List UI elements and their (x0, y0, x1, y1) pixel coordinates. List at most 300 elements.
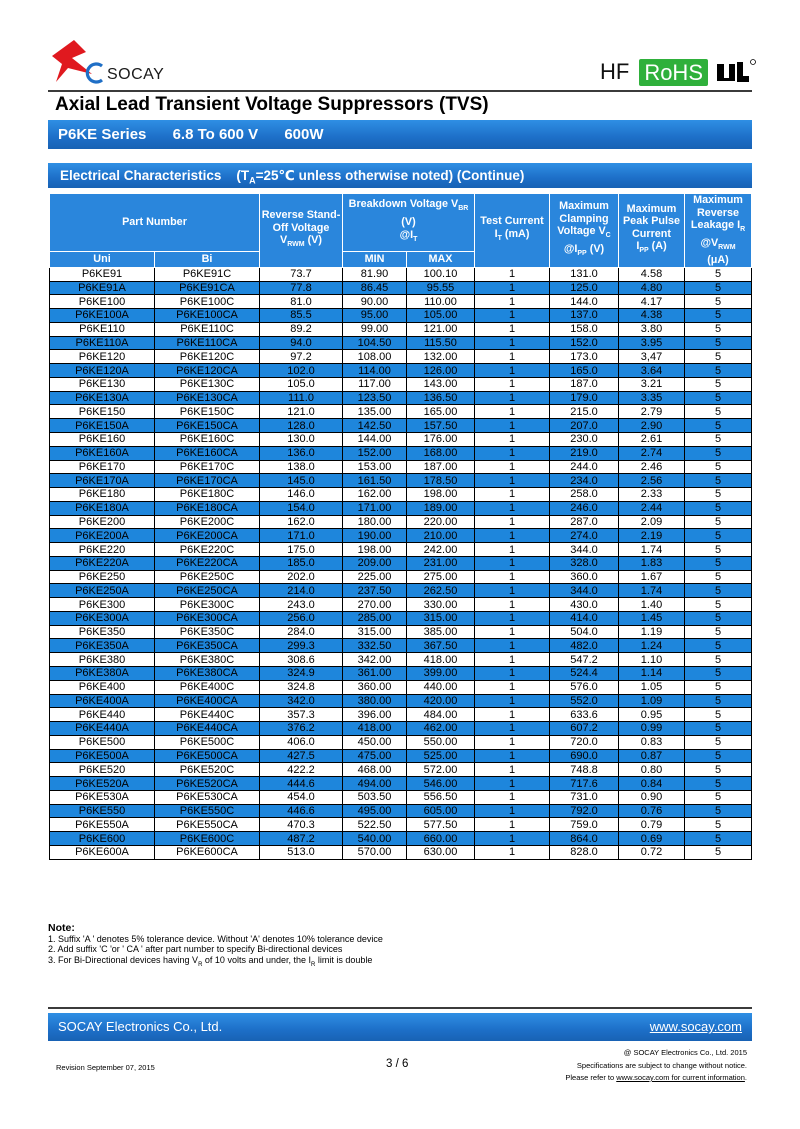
cell-ir: 5 (685, 515, 752, 529)
cell-vbr-min: 171.00 (343, 501, 407, 515)
cell-uni: P6KE400A (50, 694, 155, 708)
cell-vbr-max: 315.00 (407, 611, 475, 625)
cell-it: 1 (475, 433, 550, 447)
cell-bi: P6KE180CA (155, 501, 260, 515)
cell-ir: 5 (685, 474, 752, 488)
refer-notice: Please refer to www.socay.com for current information. (565, 1073, 747, 1082)
cell-vbr-max: 231.00 (407, 556, 475, 570)
cell-bi: P6KE130C (155, 377, 260, 391)
cell-uni: P6KE300A (50, 611, 155, 625)
cell-vbr-max: 550.00 (407, 735, 475, 749)
cell-ipp: 1.14 (619, 667, 685, 681)
cell-it: 1 (475, 694, 550, 708)
cell-vbr-min: 198.00 (343, 543, 407, 557)
cell-vbr-max: 462.00 (407, 722, 475, 736)
cell-vc: 720.0 (550, 735, 619, 749)
cell-uni: P6KE160A (50, 446, 155, 460)
cell-ir: 5 (685, 419, 752, 433)
cell-uni: P6KE180 (50, 488, 155, 502)
cell-ipp: 3.64 (619, 364, 685, 378)
cell-vbr-max: 132.00 (407, 350, 475, 364)
cell-vbr-min: 468.00 (343, 763, 407, 777)
cell-ipp: 1.74 (619, 543, 685, 557)
cell-bi: P6KE250C (155, 570, 260, 584)
cell-vrwm: 146.0 (260, 488, 343, 502)
table-row (50, 377, 752, 391)
cell-vc: 344.0 (550, 543, 619, 557)
cell-ipp: 0.79 (619, 818, 685, 832)
cell-bi: P6KE220CA (155, 556, 260, 570)
cell-uni: P6KE500 (50, 735, 155, 749)
cell-uni: P6KE350A (50, 639, 155, 653)
cell-vc: 144.0 (550, 295, 619, 309)
cell-it: 1 (475, 322, 550, 336)
certification-marks (600, 58, 756, 86)
cell-vbr-max: 525.00 (407, 749, 475, 763)
cell-bi: P6KE91C (155, 267, 260, 281)
cell-uni: P6KE530A (50, 790, 155, 804)
notes-heading: Note: (48, 922, 75, 934)
cell-bi: P6KE220C (155, 543, 260, 557)
note-2: 2. Add suffix 'C 'or ' CA ' after part number to specify Bi-directional devices (48, 944, 343, 954)
cell-it: 1 (475, 488, 550, 502)
cell-uni: P6KE520A (50, 777, 155, 791)
header-breakdown-voltage: Breakdown Voltage $V_{BR}$ (V) $@I_T$ (343, 194, 475, 252)
cell-vbr-min: 180.00 (343, 515, 407, 529)
cell-uni: P6KE150A (50, 419, 155, 433)
cell-bi: P6KE180C (155, 488, 260, 502)
section-title: Electrical Characteristics (60, 168, 222, 183)
legal-fine-print (565, 1047, 747, 1085)
cell-ir: 5 (685, 501, 752, 515)
cell-bi: P6KE500C (155, 735, 260, 749)
cell-uni: P6KE520 (50, 763, 155, 777)
cell-vrwm: 138.0 (260, 460, 343, 474)
brand-name: SOCAY (107, 66, 165, 83)
table-row (50, 584, 752, 598)
table-row (50, 350, 752, 364)
cell-it: 1 (475, 446, 550, 460)
cell-vc: 131.0 (550, 267, 619, 281)
cell-ipp: 3.95 (619, 336, 685, 350)
cell-bi: P6KE150C (155, 405, 260, 419)
table-row (50, 845, 752, 859)
cell-ir: 5 (685, 377, 752, 391)
cell-vc: 547.2 (550, 653, 619, 667)
cell-vc: 828.0 (550, 845, 619, 859)
cell-it: 1 (475, 804, 550, 818)
cell-ir: 5 (685, 832, 752, 846)
cell-vrwm: 85.5 (260, 309, 343, 323)
cell-ipp: 4.17 (619, 295, 685, 309)
cell-bi: P6KE160CA (155, 446, 260, 460)
cell-ipp: 1.24 (619, 639, 685, 653)
cell-vbr-max: 577.50 (407, 818, 475, 832)
table-row (50, 818, 752, 832)
cell-vc: 137.0 (550, 309, 619, 323)
cell-vbr-min: 285.00 (343, 611, 407, 625)
cell-vc: 219.0 (550, 446, 619, 460)
cell-ir: 5 (685, 845, 752, 859)
cell-it: 1 (475, 584, 550, 598)
cell-it: 1 (475, 419, 550, 433)
cell-vbr-max: 546.00 (407, 777, 475, 791)
cell-uni: P6KE200 (50, 515, 155, 529)
cell-uni: P6KE120 (50, 350, 155, 364)
cell-vbr-max: 630.00 (407, 845, 475, 859)
cell-vbr-min: 142.50 (343, 419, 407, 433)
cell-vbr-max: 385.00 (407, 625, 475, 639)
table-row (50, 433, 752, 447)
cell-vrwm: 73.7 (260, 267, 343, 281)
cell-vc: 165.0 (550, 364, 619, 378)
section-banner (48, 163, 752, 188)
cell-ipp: 3.35 (619, 391, 685, 405)
cell-vbr-min: 104.50 (343, 336, 407, 350)
cell-uni: P6KE220 (50, 543, 155, 557)
table-row (50, 804, 752, 818)
cell-ipp: 0.90 (619, 790, 685, 804)
cell-it: 1 (475, 598, 550, 612)
page-number: 3 / 6 (386, 1058, 409, 1070)
header-clamping-voltage: Maximum Clamping Voltage $V_C$ $@I_{PP}$ (V) (550, 194, 619, 268)
cell-it: 1 (475, 295, 550, 309)
cell-it: 1 (475, 639, 550, 653)
cell-vbr-max: 210.00 (407, 529, 475, 543)
ul-listed-icon (714, 58, 756, 86)
cell-uni: P6KE600A (50, 845, 155, 859)
cell-ipp: 0.87 (619, 749, 685, 763)
header-bi: Bi (155, 251, 260, 267)
cell-ir: 5 (685, 322, 752, 336)
cell-vrwm: 376.2 (260, 722, 343, 736)
cell-ipp: 0.72 (619, 845, 685, 859)
cell-it: 1 (475, 667, 550, 681)
cell-ir: 5 (685, 295, 752, 309)
cell-vc: 207.0 (550, 419, 619, 433)
cell-vbr-max: 157.50 (407, 419, 475, 433)
cell-vrwm: 454.0 (260, 790, 343, 804)
cell-vbr-min: 190.00 (343, 529, 407, 543)
cell-vrwm: 175.0 (260, 543, 343, 557)
cell-vbr-max: 262.50 (407, 584, 475, 598)
cell-vbr-min: 540.00 (343, 832, 407, 846)
cell-ipp: 2.09 (619, 515, 685, 529)
cell-vc: 344.0 (550, 584, 619, 598)
cell-bi: P6KE150CA (155, 419, 260, 433)
cell-ir: 5 (685, 611, 752, 625)
cell-it: 1 (475, 735, 550, 749)
cell-vrwm: 128.0 (260, 419, 343, 433)
cell-ir: 5 (685, 543, 752, 557)
cell-uni: P6KE550 (50, 804, 155, 818)
cell-it: 1 (475, 543, 550, 557)
cell-it: 1 (475, 350, 550, 364)
cell-bi: P6KE100C (155, 295, 260, 309)
cell-vrwm: 94.0 (260, 336, 343, 350)
cell-ir: 5 (685, 350, 752, 364)
cell-ipp: 3.21 (619, 377, 685, 391)
cell-ir: 5 (685, 735, 752, 749)
cell-ir: 5 (685, 763, 752, 777)
cell-it: 1 (475, 777, 550, 791)
cell-vbr-max: 165.00 (407, 405, 475, 419)
cell-vbr-max: 176.00 (407, 433, 475, 447)
rohs-badge: RoHS (639, 59, 708, 86)
table-body (50, 267, 752, 859)
cell-vc: 244.0 (550, 460, 619, 474)
cell-vbr-min: 396.00 (343, 708, 407, 722)
cell-it: 1 (475, 722, 550, 736)
table-row (50, 460, 752, 474)
cell-vbr-min: 152.00 (343, 446, 407, 460)
cell-vc: 230.0 (550, 433, 619, 447)
cell-uni: P6KE130 (50, 377, 155, 391)
header-reverse-leakage: Maximum Reverse Leakage $I_R$ $@V_{RWM}$ (μA) (685, 194, 752, 268)
cell-ir: 5 (685, 708, 752, 722)
cell-uni: P6KE110 (50, 322, 155, 336)
cell-it: 1 (475, 501, 550, 515)
cell-ipp: 3,47 (619, 350, 685, 364)
cell-it: 1 (475, 309, 550, 323)
halogen-free-mark: HF (599, 59, 630, 84)
cell-vc: 482.0 (550, 639, 619, 653)
cell-vbr-max: 330.00 (407, 598, 475, 612)
cell-vc: 576.0 (550, 680, 619, 694)
cell-vbr-max: 440.00 (407, 680, 475, 694)
cell-vc: 524.4 (550, 667, 619, 681)
cell-ipp: 0.69 (619, 832, 685, 846)
cell-ipp: 3.80 (619, 322, 685, 336)
cell-uni: P6KE380A (50, 667, 155, 681)
cell-ir: 5 (685, 336, 752, 350)
cell-vrwm: 105.0 (260, 377, 343, 391)
cell-bi: P6KE440C (155, 708, 260, 722)
electrical-characteristics-table (49, 193, 751, 860)
cell-vbr-max: 126.00 (407, 364, 475, 378)
cell-ir: 5 (685, 446, 752, 460)
table-row (50, 364, 752, 378)
note-1: 1. Suffix 'A ' denotes 5% tolerance device. Without 'A' denotes 10% tolerance device (48, 933, 383, 944)
cell-it: 1 (475, 845, 550, 859)
cell-ipp: 1.09 (619, 694, 685, 708)
cell-it: 1 (475, 460, 550, 474)
cell-vbr-max: 178.50 (407, 474, 475, 488)
cell-bi: P6KE130CA (155, 391, 260, 405)
table-row (50, 474, 752, 488)
cell-ir: 5 (685, 460, 752, 474)
cell-it: 1 (475, 364, 550, 378)
cell-vbr-min: 108.00 (343, 350, 407, 364)
cell-vrwm: 284.0 (260, 625, 343, 639)
cell-vbr-min: 86.45 (343, 281, 407, 295)
cell-vc: 360.0 (550, 570, 619, 584)
revision-date: Revision September 07, 2015 (56, 1063, 155, 1072)
table-row (50, 694, 752, 708)
cell-bi: P6KE170CA (155, 474, 260, 488)
cell-ir: 5 (685, 777, 752, 791)
cell-ipp: 1.45 (619, 611, 685, 625)
cell-vbr-min: 117.00 (343, 377, 407, 391)
cell-vrwm: 136.0 (260, 446, 343, 460)
cell-vbr-min: 144.00 (343, 433, 407, 447)
series-banner (48, 120, 752, 149)
cell-bi: P6KE110C (155, 322, 260, 336)
cell-vc: 179.0 (550, 391, 619, 405)
table-row (50, 639, 752, 653)
header-reverse-standoff: Reverse Stand-Off Voltage $V_{RWM}$ (V) (260, 194, 343, 268)
cell-ir: 5 (685, 804, 752, 818)
cell-vrwm: 342.0 (260, 694, 343, 708)
table-row (50, 611, 752, 625)
cell-vrwm: 111.0 (260, 391, 343, 405)
cell-ipp: 2.61 (619, 433, 685, 447)
header-max: MAX (407, 251, 475, 267)
cell-it: 1 (475, 281, 550, 295)
cell-vbr-max: 275.00 (407, 570, 475, 584)
series-voltage-range: 6.8 To 600 V (172, 126, 259, 143)
cell-vc: 748.8 (550, 763, 619, 777)
refer-link[interactable]: www.socay.com for current information (616, 1073, 745, 1082)
cell-vrwm: 162.0 (260, 515, 343, 529)
cell-vbr-min: 114.00 (343, 364, 407, 378)
cell-uni: P6KE250A (50, 584, 155, 598)
cell-vc: 125.0 (550, 281, 619, 295)
cell-it: 1 (475, 749, 550, 763)
cell-vc: 504.0 (550, 625, 619, 639)
notes (48, 923, 383, 970)
cell-vbr-min: 90.00 (343, 295, 407, 309)
cell-vc: 759.0 (550, 818, 619, 832)
cell-vrwm: 171.0 (260, 529, 343, 543)
cell-vbr-max: 187.00 (407, 460, 475, 474)
cell-uni: P6KE400 (50, 680, 155, 694)
cell-ipp: 0.83 (619, 735, 685, 749)
cell-ir: 5 (685, 267, 752, 281)
cell-bi: P6KE350C (155, 625, 260, 639)
cell-bi: P6KE400C (155, 680, 260, 694)
table-row (50, 763, 752, 777)
cell-ir: 5 (685, 309, 752, 323)
cell-ir: 5 (685, 488, 752, 502)
table-row (50, 267, 752, 281)
cell-vc: 633.6 (550, 708, 619, 722)
cell-vrwm: 202.0 (260, 570, 343, 584)
table-row (50, 336, 752, 350)
cell-uni: P6KE350 (50, 625, 155, 639)
cell-vbr-max: 121.00 (407, 322, 475, 336)
cell-bi: P6KE380C (155, 653, 260, 667)
footer-website-link[interactable]: www.socay.com (649, 1019, 742, 1034)
cell-bi: P6KE160C (155, 433, 260, 447)
cell-vbr-max: 115.50 (407, 336, 475, 350)
cell-ir: 5 (685, 722, 752, 736)
cell-ir: 5 (685, 433, 752, 447)
cell-ipp: 2.46 (619, 460, 685, 474)
cell-vbr-max: 110.00 (407, 295, 475, 309)
table-row (50, 446, 752, 460)
cell-uni: P6KE600 (50, 832, 155, 846)
cell-ir: 5 (685, 281, 752, 295)
cell-vc: 246.0 (550, 501, 619, 515)
cell-it: 1 (475, 515, 550, 529)
cell-vrwm: 97.2 (260, 350, 343, 364)
cell-vc: 234.0 (550, 474, 619, 488)
table-row (50, 708, 752, 722)
cell-vbr-min: 380.00 (343, 694, 407, 708)
cell-ipp: 4.58 (619, 267, 685, 281)
cell-ipp: 2.19 (619, 529, 685, 543)
cell-ipp: 0.76 (619, 804, 685, 818)
table-row (50, 281, 752, 295)
cell-bi: P6KE120CA (155, 364, 260, 378)
table-row (50, 653, 752, 667)
cell-vbr-max: 572.00 (407, 763, 475, 777)
cell-vc: 173.0 (550, 350, 619, 364)
cell-vrwm: 324.9 (260, 667, 343, 681)
cell-uni: P6KE180A (50, 501, 155, 515)
cell-ipp: 0.95 (619, 708, 685, 722)
cell-uni: P6KE250 (50, 570, 155, 584)
cell-uni: P6KE440A (50, 722, 155, 736)
cell-vbr-max: 367.50 (407, 639, 475, 653)
cell-vc: 607.2 (550, 722, 619, 736)
cell-ipp: 1.10 (619, 653, 685, 667)
table-row (50, 543, 752, 557)
cell-vrwm: 256.0 (260, 611, 343, 625)
cell-vc: 414.0 (550, 611, 619, 625)
cell-ir: 5 (685, 391, 752, 405)
header-divider (48, 90, 752, 92)
header-peak-pulse-current: Maximum Peak Pulse Current $I_{PP}$ (A) (619, 194, 685, 268)
cell-ipp: 4.38 (619, 309, 685, 323)
cell-ir: 5 (685, 639, 752, 653)
copyright: @ SOCAY Electronics Co., Ltd. 2015 (623, 1048, 747, 1057)
cell-vrwm: 81.0 (260, 295, 343, 309)
cell-vbr-max: 660.00 (407, 832, 475, 846)
header-uni: Uni (50, 251, 155, 267)
cell-vbr-max: 556.50 (407, 790, 475, 804)
cell-uni: P6KE100 (50, 295, 155, 309)
cell-ir: 5 (685, 584, 752, 598)
cell-vbr-min: 503.50 (343, 790, 407, 804)
header-part-number: Part Number (50, 194, 260, 252)
cell-vbr-min: 342.00 (343, 653, 407, 667)
cell-vrwm: 324.8 (260, 680, 343, 694)
cell-vbr-min: 522.50 (343, 818, 407, 832)
cell-ipp: 0.80 (619, 763, 685, 777)
cell-vbr-max: 484.00 (407, 708, 475, 722)
cell-vbr-min: 81.90 (343, 267, 407, 281)
cell-ipp: 0.99 (619, 722, 685, 736)
cell-uni: P6KE91A (50, 281, 155, 295)
cell-vrwm: 130.0 (260, 433, 343, 447)
cell-vbr-max: 420.00 (407, 694, 475, 708)
cell-bi: P6KE550C (155, 804, 260, 818)
cell-it: 1 (475, 832, 550, 846)
cell-ipp: 0.84 (619, 777, 685, 791)
cell-vrwm: 121.0 (260, 405, 343, 419)
section-condition: ($T_A=25℃$ unless otherwise noted) (Continue) (236, 168, 525, 186)
cell-vrwm: 299.3 (260, 639, 343, 653)
cell-vbr-min: 475.00 (343, 749, 407, 763)
table-row (50, 515, 752, 529)
cell-bi: P6KE600CA (155, 845, 260, 859)
cell-vbr-min: 495.00 (343, 804, 407, 818)
cell-vbr-max: 143.00 (407, 377, 475, 391)
cell-ipp: 2.79 (619, 405, 685, 419)
cell-ipp: 1.40 (619, 598, 685, 612)
